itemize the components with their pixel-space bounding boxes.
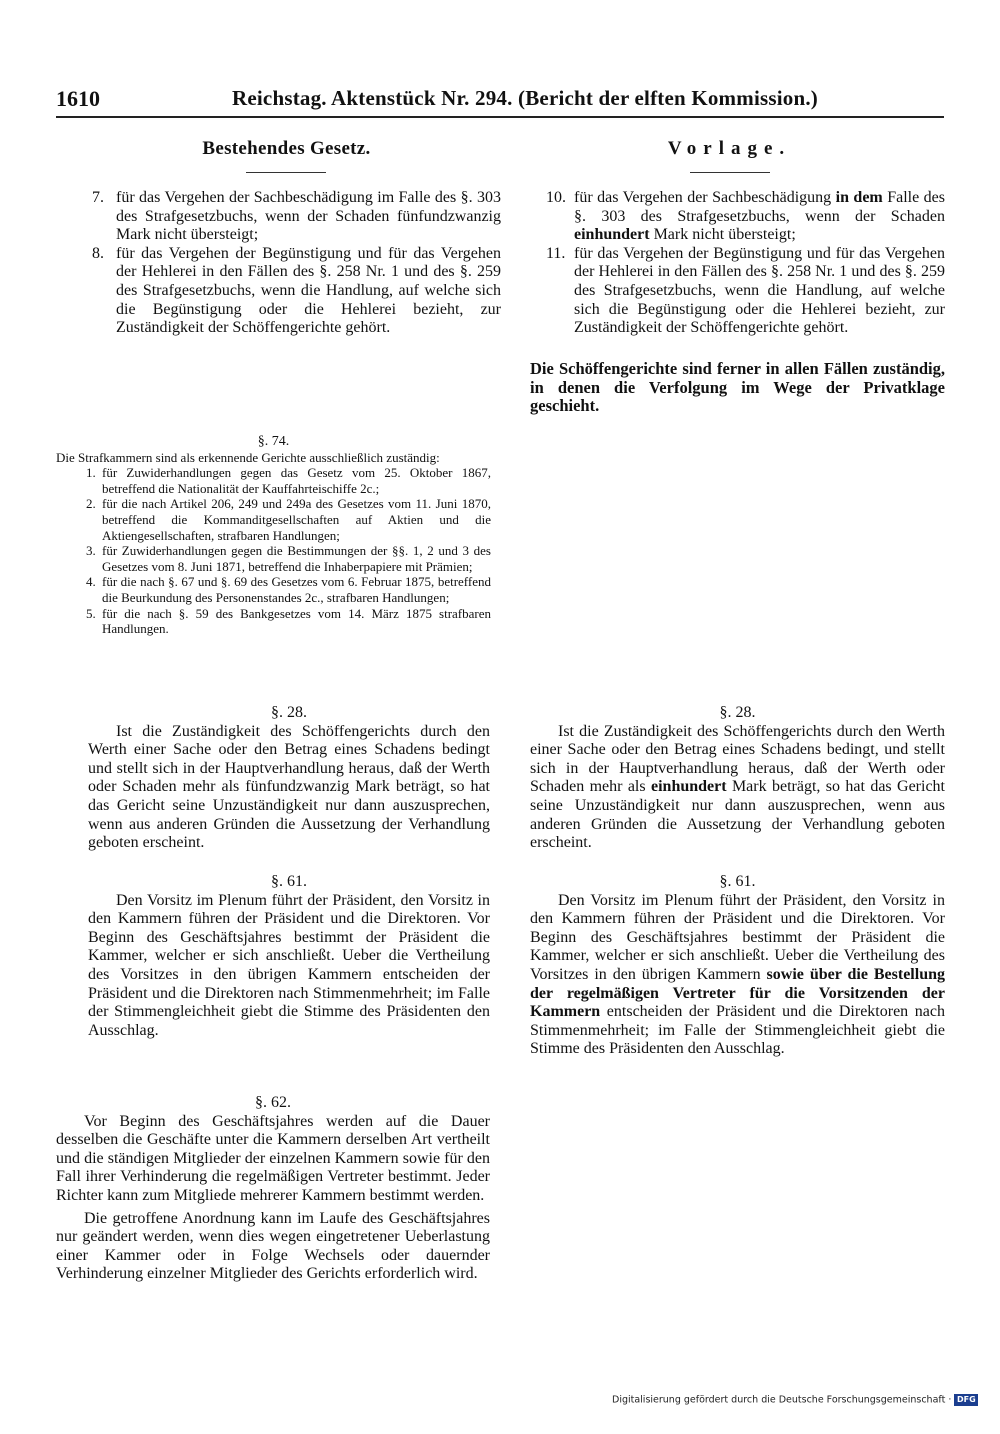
section-61-left-text: Den Vorsitz im Plenum führt der Präsident, den Vorsitz in den Kammern führen der Präsident und die Direktoren. Vor Beginn des Geschäftsjahres bestimmt der Präsident die Kammer, welcher er sich anschließt. Ueber die Vertheilung des Vorsitzes in den übrigen Kammern entscheiden der Präsident und die Direktoren nach Stimmenmehrheit; im Falle der Stimmengleichheit giebt die Stimme des Präsidenten den Ausschlag. [88, 891, 490, 1039]
section-62-para-2: Die getroffene Anordnung kann im Laufe des Geschäftsjahres nur geändert werden, wenn dies wegen eingetretener Ueberlastung einer Kammer oder in Folge Wechsels oder dauernder Verhinderung einzelner Mitglieder des Gerichts erforderlich wird. [56, 1209, 490, 1283]
footer-credit [612, 1394, 976, 1406]
header-title: Reichstag. Aktenstück Nr. 294. (Bericht der elften Kommission.) [232, 86, 818, 110]
footer-text: Digitalisierung gefördert durch die Deutsche Forschungsgemeinschaft · [612, 1394, 952, 1406]
section-28-right-text: Ist die Zuständigkeit des Schöffengerichts durch den Werth einer Sache oder den Betrag eines Schadens bedingt, und stellt sich in der Hauptverhandlung heraus, daß der Werth oder Schaden mehr als einhundert Mark beträgt, so hat das Gericht seine Unzuständigkeit nur dann auszusprechen, wenn aus anderen Gründen die Aussetzung der Verhandlung geboten erscheint. [530, 722, 946, 852]
section-62-title: §. 62. [255, 1094, 291, 1111]
left-column-heading: Bestehendes Gesetz. [202, 138, 371, 159]
section-61-right-title: §. 61. [719, 873, 756, 890]
right-item-11: 11. für das Vergehen der Begünstigung und für das Vergehen der Hehlerei in den Fällen des §. 258 Nr. 1 und des §. 259 des Strafgesetzbuchs, wenn die Handlung, auf welche sich die Begünstigung oder die Hehlerei bezieht, zur Zuständigkeit der Schöffengerichte gehört. [546, 244, 945, 337]
right-column-heading: Vorlage. [667, 138, 792, 159]
section-74-item: 1. für Zuwiderhandlungen gegen das Gesetz vom 25. Oktober 1867, betreffend die Nationalität der Kauffahrteischiffe 2c.; [86, 465, 491, 496]
section-28-left-title: §. 28. [271, 704, 307, 721]
right-heading-rule [690, 172, 770, 173]
right-item-10: 10. für das Vergehen der Sachbeschädigung in dem Falle des §. 303 des Strafgesetzbuchs, wenn der Schaden einhundert Mark nicht übersteigt; [546, 189, 946, 244]
right-items-block [546, 189, 946, 338]
section-74-intro: Die Strafkammern sind als erkennende Gerichte ausschließlich zuständig: [56, 449, 440, 465]
section-28-right [530, 704, 945, 853]
section-61-right-text: Den Vorsitz im Plenum führt der Präsident, den Vorsitz in den Kammern führen der Präsident und die Direktoren. Vor Beginn des Geschäftsjahres bestimmt der Präsident die Kammer, welcher er sich anschließt. Ueber die Vertheilung des Vorsitzes in den übrigen Kammern sowie über die Bestellung der regelmäßigen Vertreter für die Vorsitzenden der Kammern entscheiden der Präsident und die Direktoren nach Stimmenmehrheit; im Falle der Stimmengleichheit giebt die Stimme des Präsidenten den Ausschlag. [530, 891, 945, 1058]
section-74 [56, 434, 491, 637]
section-61-left-title: §. 61. [271, 873, 307, 890]
section-62 [56, 1094, 490, 1284]
section-74-item: 4. für die nach §. 67 und §. 69 des Gesetzes vom 6. Februar 1875, betreffend die Beurkundung des Personenstandes 2c., strafbaren Handlungen; [86, 574, 491, 605]
right-bold-paragraph: Die Schöffengerichte sind ferner in allen Fällen zuständig, in denen die Verfolgung im Wege der Privatklage geschieht. [530, 359, 945, 416]
page-number: 1610 [56, 86, 100, 111]
section-28-left [88, 704, 490, 853]
header-rule [56, 116, 944, 118]
left-items-block [92, 189, 501, 338]
section-74-item: 2. für die nach Artikel 206, 249 und 249a des Gesetzes vom 11. Juni 1870, betreffend die Kommanditgesellschaften auf Aktien und die Aktiengesellschaften, strafbaren Handlungen; [86, 496, 491, 543]
section-74-title: §. 74. [257, 434, 290, 449]
left-item-8: 8. für das Vergehen der Begünstigung und für das Vergehen der Hehlerei in den Fällen des §. 258 Nr. 1 und des §. 259 des Strafgesetzbuchs, wenn die Handlung, auf welche sich die Begünstigung oder die Hehlerei bezieht, zur Zuständigkeit der Schöffengerichte gehört. [92, 244, 501, 337]
section-62-para-1: Vor Beginn des Geschäftsjahres werden auf die Dauer desselben die Geschäfte unter die Kammern derselben Art vertheilt und die ständigen Mitglieder der einzelnen Kammern sowie für den Fall ihrer Verhinderung die regelmäßigen Vertreter bestimmt. Jeder Richter kann zum Mitgliede mehrerer Kammern bestimmt werden. [56, 1112, 490, 1204]
page-header [56, 86, 944, 116]
left-item-7: 7. für das Vergehen der Sachbeschädigung im Falle des §. 303 des Strafgesetzbuchs, wenn der Schaden fünfundzwanzig Mark nicht übersteigt; [92, 189, 501, 244]
section-61-right [530, 873, 945, 1059]
section-74-item: 3. für Zuwiderhandlungen gegen die Bestimmungen der §§. 1, 2 und 3 des Gesetzes vom 8. Juni 1871, betreffend die Inhaberpapiere mit Prämien; [86, 543, 491, 574]
section-28-left-text: Ist die Zuständigkeit des Schöffengerichts durch den Werth einer Sache oder den Betrag eines Schadens bedingt und stellt sich in der Hauptverhandlung heraus, daß der Werth oder Schaden mehr als fünfundzwanzig Mark beträgt, so hat das Gericht seine Unzuständigkeit nur dann auszusprechen, wenn aus anderen Gründen die Aussetzung der Verhandlung geboten erscheint. [88, 722, 490, 852]
section-61-left [88, 873, 490, 1040]
section-74-item: 5. für die nach §. 59 des Bankgesetzes vom 14. März 1875 strafbaren Handlungen. [86, 605, 491, 637]
dfg-logo: DFG [954, 1394, 978, 1406]
section-28-right-title: §. 28. [719, 704, 756, 721]
left-heading-rule [246, 172, 326, 173]
